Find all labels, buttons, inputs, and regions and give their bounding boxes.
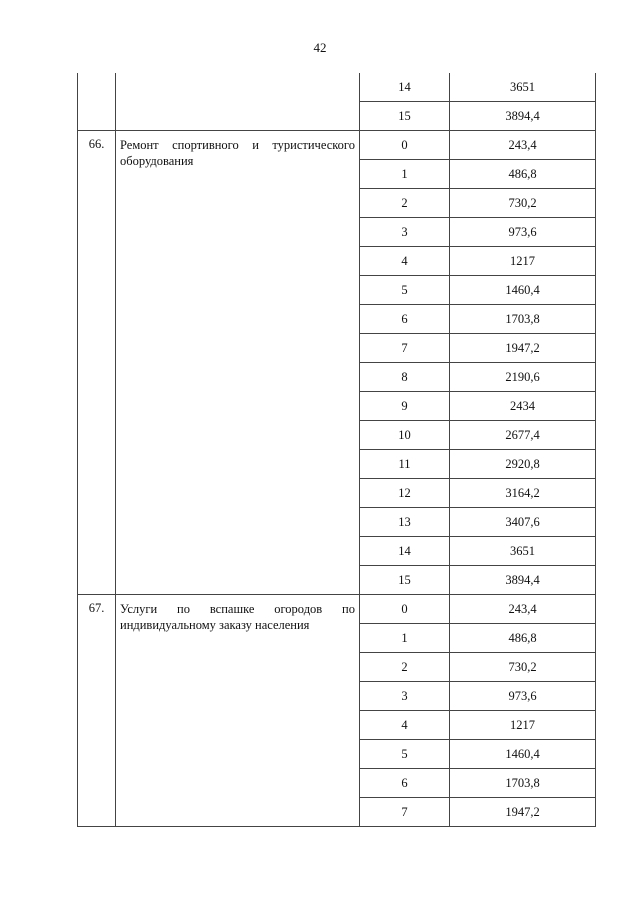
value-cell: 1217 bbox=[450, 711, 596, 740]
table-row bbox=[78, 131, 596, 160]
value-cell: 2677,4 bbox=[450, 421, 596, 450]
value-cell: 730,2 bbox=[450, 653, 596, 682]
category-cell: 6 bbox=[360, 305, 450, 334]
category-cell: 1 bbox=[360, 624, 450, 653]
category-cell: 7 bbox=[360, 334, 450, 363]
category-cell: 3 bbox=[360, 218, 450, 247]
value-cell: 1703,8 bbox=[450, 769, 596, 798]
category-cell: 1 bbox=[360, 160, 450, 189]
category-cell: 5 bbox=[360, 276, 450, 305]
value-cell: 1217 bbox=[450, 247, 596, 276]
table-row bbox=[78, 73, 596, 102]
table-row bbox=[78, 595, 596, 624]
value-cell: 1947,2 bbox=[450, 334, 596, 363]
value-cell: 1703,8 bbox=[450, 305, 596, 334]
value-cell: 3651 bbox=[450, 73, 596, 102]
value-cell: 973,6 bbox=[450, 218, 596, 247]
row-number-cell bbox=[78, 73, 116, 131]
category-cell: 0 bbox=[360, 595, 450, 624]
value-cell: 3651 bbox=[450, 537, 596, 566]
table-body bbox=[78, 73, 596, 827]
category-cell: 9 bbox=[360, 392, 450, 421]
row-number-cell: 66. bbox=[78, 131, 116, 595]
category-cell: 11 bbox=[360, 450, 450, 479]
category-cell: 4 bbox=[360, 247, 450, 276]
category-cell: 2 bbox=[360, 653, 450, 682]
service-name-cell: Услуги по вспашке огородов по индивидуальному заказу населения bbox=[116, 595, 360, 827]
value-cell: 730,2 bbox=[450, 189, 596, 218]
value-cell: 3407,6 bbox=[450, 508, 596, 537]
category-cell: 12 bbox=[360, 479, 450, 508]
value-cell: 2190,6 bbox=[450, 363, 596, 392]
value-cell: 3894,4 bbox=[450, 566, 596, 595]
category-cell: 15 bbox=[360, 566, 450, 595]
category-cell: 2 bbox=[360, 189, 450, 218]
row-number-cell: 67. bbox=[78, 595, 116, 827]
category-cell: 14 bbox=[360, 537, 450, 566]
category-cell: 0 bbox=[360, 131, 450, 160]
value-cell: 243,4 bbox=[450, 595, 596, 624]
value-cell: 243,4 bbox=[450, 131, 596, 160]
service-name-cell bbox=[116, 73, 360, 131]
category-cell: 13 bbox=[360, 508, 450, 537]
value-cell: 486,8 bbox=[450, 160, 596, 189]
value-cell: 3164,2 bbox=[450, 479, 596, 508]
value-cell: 3894,4 bbox=[450, 102, 596, 131]
category-cell: 4 bbox=[360, 711, 450, 740]
value-cell: 2434 bbox=[450, 392, 596, 421]
category-cell: 6 bbox=[360, 769, 450, 798]
category-cell: 7 bbox=[360, 798, 450, 827]
value-cell: 2920,8 bbox=[450, 450, 596, 479]
category-cell: 8 bbox=[360, 363, 450, 392]
value-cell: 973,6 bbox=[450, 682, 596, 711]
value-cell: 1947,2 bbox=[450, 798, 596, 827]
category-cell: 14 bbox=[360, 73, 450, 102]
category-cell: 3 bbox=[360, 682, 450, 711]
page-number: 42 bbox=[313, 40, 327, 55]
service-name-cell: Ремонт спортивного и туристического оборудования bbox=[116, 131, 360, 595]
category-cell: 10 bbox=[360, 421, 450, 450]
category-cell: 5 bbox=[360, 740, 450, 769]
tariff-table bbox=[77, 73, 596, 827]
value-cell: 486,8 bbox=[450, 624, 596, 653]
value-cell: 1460,4 bbox=[450, 276, 596, 305]
category-cell: 15 bbox=[360, 102, 450, 131]
value-cell: 1460,4 bbox=[450, 740, 596, 769]
